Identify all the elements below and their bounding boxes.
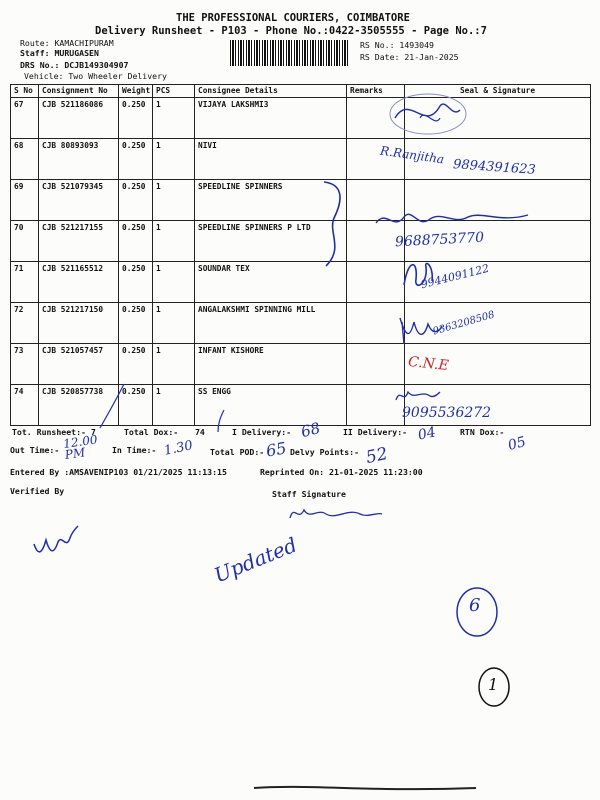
rtn-dox-label: RTN Dox:- xyxy=(460,427,505,437)
in-time-label: In Time:- xyxy=(112,445,157,455)
total-pod-label: Total POD:- xyxy=(210,447,265,457)
table-header-row xyxy=(11,85,591,98)
route-label: Route: KAMACHIPURAM xyxy=(20,38,114,48)
cell-pcs: 1 xyxy=(153,385,195,426)
cell-weight: 0.250 xyxy=(119,139,153,180)
col-header-seal-signature: Seal & Signature xyxy=(405,85,591,98)
col-header-remarks: Remarks xyxy=(347,85,405,98)
cell-sno: 72 xyxy=(11,303,39,344)
cell-consignee: NIVI xyxy=(195,139,347,180)
table-row xyxy=(11,303,591,344)
runsheet-table xyxy=(10,84,591,426)
cell-consignment: CJB 521057457 xyxy=(39,344,119,385)
handwritten-ii-delivery: 04 xyxy=(416,424,438,444)
cell-consignee: SPEEDLINE SPINNERS P LTD xyxy=(195,221,347,262)
staff-signature-scribble xyxy=(286,500,386,526)
bracket-mark-row69-70 xyxy=(320,178,350,268)
entered-by: Entered By :AMSAVENIP103 01/21/2025 11:13:15 xyxy=(10,467,227,477)
handwritten-in-time: 1.30 xyxy=(162,438,195,459)
circled-number-2: 1 xyxy=(488,675,499,694)
cell-consignee: SS ENGG xyxy=(195,385,347,426)
cell-consignment: CJB 521079345 xyxy=(39,180,119,221)
col-header-sno: S No xyxy=(11,85,39,98)
handwritten-delvy-points: 52 xyxy=(364,443,390,469)
cell-consignment: CJB 80893093 xyxy=(39,139,119,180)
cell-pcs: 1 xyxy=(153,262,195,303)
cell-pcs: 1 xyxy=(153,139,195,180)
cell-pcs: 1 xyxy=(153,221,195,262)
col-header-pcs: PCS xyxy=(153,85,195,98)
ii-delivery-label: II Delivery:- xyxy=(343,427,408,437)
col-header-weight: Weight xyxy=(119,85,153,98)
pen-stroke-mark xyxy=(96,380,136,430)
delvy-points-label: Delvy Points:- xyxy=(290,447,360,457)
handwritten-updated: Updated xyxy=(210,532,301,588)
cell-weight: 0.250 xyxy=(119,98,153,139)
drs-number: DRS No.: DCJB149304907 xyxy=(20,60,129,70)
handwritten-phone-row70: 9688753770 xyxy=(394,229,485,251)
cell-consignment: CJB 521165512 xyxy=(39,262,119,303)
i-delivery-label: I Delivery:- xyxy=(232,427,292,437)
tot-runsheet: Tot. Runsheet:- 7 xyxy=(12,427,96,437)
handwritten-out-time: 12.00 PM xyxy=(62,432,99,462)
cell-sno: 74 xyxy=(11,385,39,426)
cell-weight: 0.250 xyxy=(119,221,153,262)
handwritten-phone-row71: 9944091122 xyxy=(419,261,491,292)
staff-signature-label: Staff Signature xyxy=(272,489,346,499)
cell-pcs: 1 xyxy=(153,303,195,344)
rs-number: RS No.: 1493049 xyxy=(360,40,434,50)
staff-label: Staff: MURUGASEN xyxy=(20,48,99,58)
cell-weight: 0.250 xyxy=(119,262,153,303)
verified-by-scribble xyxy=(30,520,80,560)
runsheet-subtitle: Delivery Runsheet - P103 - Phone No.:0422-3505555 - Page No.:7 xyxy=(95,25,487,37)
cell-consignee: ANGALAKSHMI SPINNING MILL xyxy=(195,303,347,344)
table-row xyxy=(11,344,591,385)
handwritten-phone-row74: 9095536272 xyxy=(402,405,492,421)
out-time-label: Out Time:- xyxy=(10,445,60,455)
col-header-consignment: Consignment No xyxy=(39,85,119,98)
cell-remarks xyxy=(347,344,405,385)
company-title: THE PROFESSIONAL COURIERS, COIMBATORE xyxy=(176,12,410,24)
cell-weight: 0.250 xyxy=(119,385,153,426)
signature-row72 xyxy=(396,308,446,348)
table-row xyxy=(11,98,591,139)
cell-sno: 68 xyxy=(11,139,39,180)
cell-consignee: SPEEDLINE SPINNERS xyxy=(195,180,347,221)
handwritten-rtn-dox: 05 xyxy=(506,433,528,455)
cell-weight: 0.250 xyxy=(119,303,153,344)
handwritten-i-delivery: 68 xyxy=(298,418,323,442)
cell-consignee: VIJAYA LAKSHMI3 xyxy=(195,98,347,139)
handwritten-note-row73: C.N.E xyxy=(407,353,450,375)
scan-edge-smudge xyxy=(250,782,480,794)
cell-sno: 69 xyxy=(11,180,39,221)
table-row xyxy=(11,262,591,303)
pen-tick-mark xyxy=(214,408,228,434)
cell-weight: 0.250 xyxy=(119,344,153,385)
cell-consignment: CJB 520857738 xyxy=(39,385,119,426)
handwritten-total-pod: 65 xyxy=(264,438,288,461)
cell-consignee: INFANT KISHORE xyxy=(195,344,347,385)
total-dox-label: Total Dox:- xyxy=(124,427,179,437)
rs-date: RS Date: 21-Jan-2025 xyxy=(360,52,459,62)
verified-by-label: Verified By xyxy=(10,486,65,496)
circled-number-1: 6 xyxy=(469,595,481,616)
cell-consignment: CJB 521217155 xyxy=(39,221,119,262)
vehicle-label: Vehicle: Two Wheeler Delivery xyxy=(24,71,167,81)
cell-consignment: CJB 521217150 xyxy=(39,303,119,344)
cell-consignment: CJB 521186086 xyxy=(39,98,119,139)
cell-weight: 0.250 xyxy=(119,180,153,221)
cell-pcs: 1 xyxy=(153,344,195,385)
reprinted-on: Reprinted On: 21-01-2025 11:23:00 xyxy=(260,467,423,477)
cell-sno: 71 xyxy=(11,262,39,303)
signature-row74 xyxy=(392,386,442,406)
col-header-consignee: Consignee Details xyxy=(195,85,347,98)
handwritten-phone-row68: 9894391623 xyxy=(452,157,537,178)
total-dox-value: 74 xyxy=(195,427,205,437)
handwritten-name-row68: R.Ranjitha xyxy=(379,143,445,167)
cell-pcs: 1 xyxy=(153,180,195,221)
cell-sno: 67 xyxy=(11,98,39,139)
cell-remarks xyxy=(347,262,405,303)
cell-consignee: SOUNDAR TEX xyxy=(195,262,347,303)
handwritten-phone-row72: 9363208508 xyxy=(431,309,496,338)
seal-stamp-row67 xyxy=(380,88,470,140)
cell-sno: 73 xyxy=(11,344,39,385)
signature-row70 xyxy=(372,205,532,235)
barcode-image xyxy=(230,40,348,66)
cell-pcs: 1 xyxy=(153,98,195,139)
cell-sno: 70 xyxy=(11,221,39,262)
signature-row71 xyxy=(398,255,438,295)
